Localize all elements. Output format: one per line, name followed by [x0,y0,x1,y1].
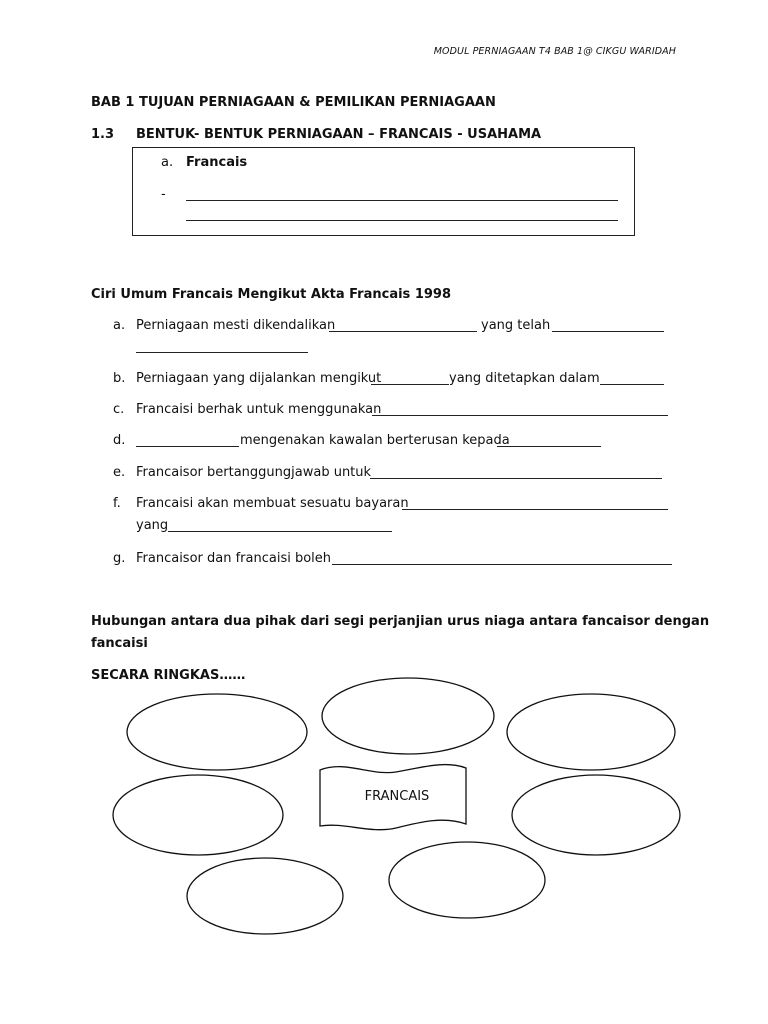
diagram-ellipse-middle-left[interactable] [113,775,283,855]
chapter-title: BAB 1 TUJUAN PERNIAGAAN & PEMILIKAN PERNIAGAAN [91,95,496,110]
feature-b-text: Perniagaan yang dijalankan mengikut [136,371,382,386]
diagram-center-label: FRANCAIS [364,789,430,804]
diagram-ellipse-top-right[interactable] [507,694,675,770]
feature-f-text-2: yang [136,518,169,533]
feature-letter-f: f. [113,496,121,511]
relationship-line-2: fancaisi [91,636,148,651]
document-header: MODUL PERNIAGAAN T4 BAB 1@ CIKGU WARIDAH [433,46,676,57]
feature-d-text: mengenakan kawalan berterusan kepada [240,433,510,448]
box-item-label: Francais [186,155,248,170]
diagram-ellipse-top-center[interactable] [322,678,494,754]
relationship-line-1: Hubungan antara dua pihak dari segi perjanjian urus niaga antara fancaisor dengan [91,614,710,629]
diagram-ellipse-top-left[interactable] [127,694,307,770]
feature-a-text-2: yang telah [481,318,551,333]
feature-b-text-2: yang ditetapkan dalam [449,371,600,386]
feature-f-text: Francaisi akan membuat sesuatu bayaran [136,496,409,511]
box-bullet: - [161,187,166,202]
feature-letter-d: d. [113,433,126,448]
diagram-ellipse-bottom-left[interactable] [187,858,343,934]
box-item-letter: a. [161,155,174,170]
feature-e-text: Francaisor bertanggungjawab untuk [136,465,372,480]
feature-a-text: Perniagaan mesti dikendalikan [136,318,336,333]
section-number: 1.3 [91,127,115,142]
features-title: Ciri Umum Francais Mengikut Akta Francais 1998 [91,287,452,302]
feature-letter-e: e. [113,465,126,480]
feature-letter-a: a. [113,318,126,333]
diagram-ellipse-bottom-right[interactable] [389,842,545,918]
feature-letter-b: b. [113,371,126,386]
feature-letter-g: g. [113,551,126,566]
feature-c-text: Francaisi berhak untuk menggunakan [136,402,382,417]
diagram-ellipse-middle-right[interactable] [512,775,680,855]
feature-g-text: Francaisor dan francaisi boleh [136,551,332,566]
summary-title: SECARA RINGKAS…… [91,668,246,683]
feature-letter-c: c. [113,402,125,417]
section-title: BENTUK- BENTUK PERNIAGAAN – FRANCAIS - USAHAMA [136,127,542,142]
